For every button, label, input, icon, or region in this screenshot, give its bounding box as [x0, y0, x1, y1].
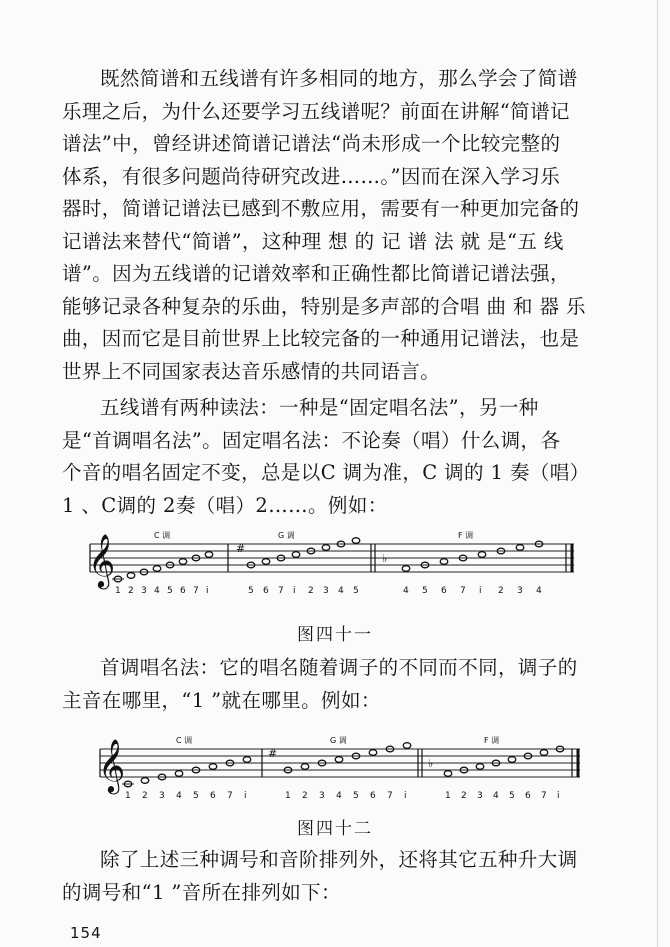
solfege-number: 4 [154, 586, 160, 596]
text-line: 除了上述三种调号和音阶排列外，还将其它五种升大调 [100, 848, 578, 871]
treble-clef-icon: 𝄞 [88, 533, 116, 587]
text-line: 的调号和“1 ”音所在排列如下： [62, 880, 341, 904]
solfege-number: 7 [460, 586, 466, 596]
solfege-number: 2 [308, 586, 314, 596]
solfege-number: 2 [302, 791, 308, 801]
solfege-number: 5 [248, 586, 254, 596]
solfege-number: 5 [167, 586, 173, 596]
figure-41-caption: 图四十一 [297, 625, 373, 645]
solfege-number: 2 [142, 791, 148, 801]
solfege-number: 1 [445, 791, 451, 801]
text-line: 五线谱有两种读法：一种是“固定唱名法”，另一种 [100, 396, 539, 419]
text-line: 谱”。因为五线谱的记谱效率和正确性都比简谱记谱法强， [62, 262, 570, 285]
page-number: 154 [70, 924, 102, 942]
key-label: F 调 [484, 736, 500, 745]
text-line: 器时，简谱记谱法已感到不敷应用，需要有一种更加完备的 [62, 197, 580, 220]
solfege-number: 6 [263, 586, 269, 596]
solfege-number: 6 [370, 791, 376, 801]
solfege-number: 4 [493, 791, 499, 801]
staff-figure-41 [88, 528, 578, 596]
solfege-number: 6 [525, 791, 531, 801]
solfege-number: 6 [180, 586, 186, 596]
solfege-numbers-f [403, 586, 542, 596]
solfege-number: i [293, 586, 296, 596]
solfege-number: i [206, 586, 209, 596]
notes-f [444, 746, 564, 776]
text-line: 曲，因而它是目前世界上比较完备的一种通用记谱法，也是 [62, 327, 580, 350]
solfege-number: i [479, 586, 482, 596]
solfege-number: 1 [115, 586, 121, 596]
key-label: F 调 [458, 531, 474, 540]
text-line: 记谱法来替代“简谱”，这种理 想 的 记 谱 法 就 是“五 线 [62, 229, 564, 253]
solfege-number: 3 [323, 586, 329, 596]
paragraph-1 [62, 63, 618, 388]
solfege-number: 5 [509, 791, 515, 801]
flat-icon: ♭ [428, 757, 434, 770]
solfege-number: 3 [319, 791, 325, 801]
paragraph-2 [62, 392, 618, 522]
sharp-icon: # [268, 747, 278, 760]
solfege-number: 7 [278, 586, 284, 596]
solfege-numbers-c [115, 586, 209, 596]
solfege-number: 3 [141, 586, 147, 596]
solfege-number: 2 [498, 586, 504, 596]
paragraph-3 [62, 652, 618, 717]
text-line: 世界上不同国家表达音乐感情的共同语言。 [62, 359, 441, 383]
solfege-number: 3 [517, 586, 523, 596]
text-line: 能够记录各种复杂的乐曲，特别是多声部的合唱 曲 和 器 乐 [62, 294, 586, 318]
solfege-number: 7 [387, 791, 393, 801]
solfege-number: 6 [210, 791, 216, 801]
solfege-number: 4 [176, 791, 182, 801]
key-label: C 调 [176, 736, 193, 745]
solfege-number: i [404, 791, 407, 801]
solfege-number: 2 [128, 586, 134, 596]
solfege-number: 7 [193, 586, 199, 596]
solfege-number: i [244, 791, 247, 801]
text-line: 谱法”中，曾经讲述简谱记谱法“尚未形成一个比较完整的 [62, 132, 561, 155]
text-line: 首调唱名法：它的唱名随着调子的不同而不同，调子的 [100, 656, 578, 679]
solfege-number: 7 [227, 791, 233, 801]
key-label: G 调 [330, 736, 347, 745]
solfege-number: 5 [422, 586, 428, 596]
text-line: 是“首调唱名法”。固定唱名法：不论奏（唱）什么调，各 [62, 428, 561, 452]
sharp-icon: # [236, 542, 246, 555]
solfege-number: 2 [461, 791, 467, 801]
solfege-number: 1 [125, 791, 131, 801]
treble-clef-icon: 𝄞 [98, 738, 126, 792]
text-line: 体系，有很多问题尚待研究改进……。”因而在深入学习乐 [62, 164, 561, 188]
page-edge [657, 0, 658, 947]
solfege-numbers-g [285, 791, 407, 801]
solfege-number: 5 [193, 791, 199, 801]
flat-icon: ♭ [382, 552, 388, 565]
solfege-numbers-f [445, 791, 560, 801]
solfege-number: 4 [403, 586, 409, 596]
figure-42-caption: 图四十二 [297, 819, 373, 839]
solfege-number: 3 [159, 791, 165, 801]
solfege-number: 4 [338, 586, 344, 596]
text-line: 个音的唱名固定不变，总是以C 调为准，C 调的 1 奏（唱） [62, 461, 590, 484]
solfege-number: 6 [441, 586, 447, 596]
notes-g [247, 538, 360, 568]
notes-g [284, 743, 411, 773]
staff-figure-42 [98, 733, 588, 801]
text-line: 乐理之后，为什么还要学习五线谱呢？前面在讲解“简谱记 [62, 99, 570, 123]
text-line: 1 、C调的 2奏（唱）2……。例如： [62, 493, 388, 517]
notes-f [402, 541, 543, 571]
text-line: 既然简谱和五线谱有许多相同的地方，那么学会了简谱 [100, 67, 578, 90]
solfege-number: 1 [285, 791, 291, 801]
key-label: C 调 [154, 531, 171, 540]
paragraph-4 [62, 844, 618, 909]
solfege-number: 5 [353, 791, 359, 801]
solfege-number: 4 [536, 586, 542, 596]
staff-lines [100, 749, 580, 777]
solfege-number: 7 [541, 791, 547, 801]
notes-c [122, 757, 251, 787]
notes-c [112, 552, 213, 582]
solfege-number: 4 [336, 791, 342, 801]
solfege-number: i [557, 791, 560, 801]
solfege-numbers-g [248, 586, 359, 596]
solfege-number: 5 [353, 586, 359, 596]
solfege-numbers-c [125, 791, 247, 801]
key-label: G 调 [278, 531, 295, 540]
solfege-number: 3 [477, 791, 483, 801]
text-line: 主音在哪里，“1 ”就在哪里。例如： [62, 688, 381, 712]
